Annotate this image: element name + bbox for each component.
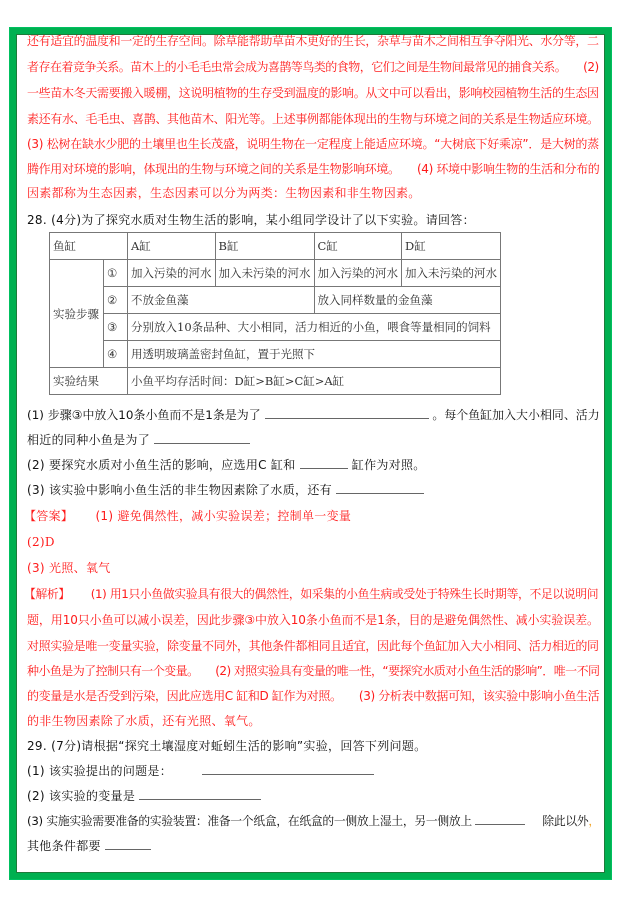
step1-cell-a: 加入污染的河水 <box>128 260 216 287</box>
answer-label: 【答案】 <box>24 509 74 523</box>
header-tank-a: A缸 <box>128 233 216 260</box>
table-row <box>50 260 501 287</box>
result-label: 实验结果 <box>50 368 128 395</box>
answer-blank[interactable] <box>154 431 250 444</box>
q28-sub1-text-2: 。每个鱼缸加入大小相同、活力 <box>432 408 600 422</box>
analysis-line: 的非生物因素除了水质，还有光照、氧气。 <box>27 714 261 728</box>
q28-sub2-text: (2) 要探究水质对小鱼生活的影响，应选用C 缸和 <box>27 458 296 472</box>
question-28-stem: 28. (4分)为了探究水质对生物生活的影响，某小组同学设计了以下实验。请回答： <box>27 213 475 227</box>
answer-blank[interactable] <box>202 762 374 775</box>
table-row <box>50 368 501 395</box>
q28-sub1 <box>27 406 600 424</box>
answer-blank[interactable] <box>105 837 151 850</box>
table-row <box>50 314 501 341</box>
step1-cell-d: 加入未污染的河水 <box>402 260 501 287</box>
q29-sub1-text: (1) 该实验提出的问题是： <box>27 764 173 778</box>
explanation-line: (3) 松树在缺水少肥的土壤里也生长茂盛，说明生物在一定程度上能适应环境。“大树底下好乘凉”．是大树的蒸 <box>27 137 599 151</box>
answer-2: (2)D <box>27 535 55 549</box>
answer-1: (1) 避免偶然性，减小实验误差；控制单一变量 <box>95 509 352 523</box>
analysis-line: 题，用10只小鱼可以减小误差，因此步骤③中放入10条小鱼而不是1条，目的是避免偶然性、减小实验误差。 <box>27 613 599 627</box>
header-tank: 鱼缸 <box>50 233 128 260</box>
header-tank-c: C缸 <box>314 233 402 260</box>
step4-cell: 用透明玻璃盖密封鱼缸，置于光照下 <box>128 341 501 368</box>
analysis-block <box>24 585 598 603</box>
table-row <box>50 287 501 314</box>
analysis-label: 【解析】 <box>24 587 70 601</box>
q29-sub3-cont <box>27 837 151 855</box>
analysis-line: 对照实验是唯一变量实验，除变量不同外，其他条件都相同且适宜，因此每个鱼缸加入大小相同、活力相近的同 <box>27 639 599 653</box>
answer-blank[interactable] <box>265 406 429 419</box>
answer-blank[interactable] <box>139 787 261 800</box>
step-number: ① <box>104 260 128 287</box>
result-cell: 小鱼平均存活时间：D缸>B缸>C缸>A缸 <box>128 368 501 395</box>
step-number: ② <box>104 287 128 314</box>
q28-sub1-text-3: 相近的同种小鱼是为了 <box>27 433 151 447</box>
explanation-line: 素还有水、毛毛虫、喜鹊、其他苗木、阳光等。上述事例都能体现出的生物与环境之间的关系是生物适应环境。 <box>27 112 599 126</box>
header-tank-d: D缸 <box>402 233 501 260</box>
explanation-line: 者存在着竞争关系。苗木上的小毛毛虫常会成为喜鹊等鸟类的食物，它们之间是生物间最常见的捕食关系。 (2) <box>27 60 599 74</box>
header-tank-b: B缸 <box>215 233 314 260</box>
step-number: ④ <box>104 341 128 368</box>
q29-sub3-text-2: 除此以外 <box>542 814 589 828</box>
steps-label: 实验步骤 <box>50 260 104 368</box>
analysis-first: (1) 用1只小鱼做实验具有很大的偶然性，如采集的小鱼生病或受处于特殊生长时期等，不足以说明问 <box>90 587 599 601</box>
step1-cell-c: 加入污染的河水 <box>314 260 402 287</box>
explanation-line: 还有适宜的温度和一定的生存空间。除草能帮助草苗木更好的生长，杂草与苗木之间相互争夺阳光、水分等，二 <box>27 34 599 48</box>
q29-sub3 <box>27 812 600 830</box>
answer-blank[interactable] <box>475 812 525 825</box>
orange-comma: ， <box>588 814 600 828</box>
explanation-line: 腾作用对环境的影响，体现出的生物与环境之间的关系是生物影响环境。 (4) 环境中影响生物的生活和分布的 <box>27 162 600 176</box>
q28-sub2 <box>27 456 426 474</box>
answer-blank[interactable] <box>336 481 424 494</box>
table-header-row <box>50 233 501 260</box>
explanation-line: 一些苗木冬天需要搬入暖棚，这说明植物的生存受到温度的影响。从文中可以看出，影响校园植物生活的生态因 <box>27 86 599 100</box>
answer-blank[interactable] <box>300 456 348 469</box>
explanation-line: 因素都称为生态因素，生态因素可以分为两类：生物因素和非生物因素。 <box>27 186 421 200</box>
q28-sub2-text-2: 缸作为对照。 <box>351 458 426 472</box>
q28-sub1-cont <box>27 431 250 449</box>
table-row <box>50 341 501 368</box>
q28-sub1-text: (1) 步骤③中放入10条小鱼而不是1条是为了 <box>27 408 261 422</box>
step2-cell-cd: 放入同样数量的金鱼藻 <box>314 287 501 314</box>
step-number: ③ <box>104 314 128 341</box>
q29-sub1 <box>27 762 374 780</box>
q29-sub3-text-3: 其他条件都要 <box>27 839 101 853</box>
answer-block <box>24 507 351 525</box>
step3-cell: 分别放入10条品种、大小相同，活力相近的小鱼，喂食等量相同的饲料 <box>128 314 501 341</box>
question-29-stem: 29. (7分)请根据“探究土壤湿度对蚯蚓生活的影响”实验，回答下列问题。 <box>27 739 427 753</box>
analysis-line: 种小鱼是为了控制只有一个变量。 (2) 对照实验具有变量的唯一性，“要探究水质对小鱼生活的影响”．唯一不同 <box>27 664 600 678</box>
analysis-line: 的变量是水是否受到污染，因此应选用C 缸和D 缸作为对照。 (3) 分析表中数据可知，该实验中影响小鱼生活 <box>27 689 600 703</box>
q29-sub3-text: (3) 实施实验需要准备的实验装置：准备一个纸盒，在纸盒的一侧放上湿土，另一侧放上 <box>27 814 472 828</box>
step1-cell-b: 加入未污染的河水 <box>215 260 314 287</box>
experiment-table <box>49 232 501 395</box>
q29-sub2-text: (2) 该实验的变量是 <box>27 789 136 803</box>
q29-sub2 <box>27 787 261 805</box>
step2-cell-ab: 不放金鱼藻 <box>128 287 315 314</box>
q28-sub3 <box>27 481 424 499</box>
answer-3: (3) 光照、氧气 <box>27 561 111 575</box>
q28-sub3-text: (3) 该实验中影响小鱼生活的非生物因素除了水质，还有 <box>27 483 332 497</box>
